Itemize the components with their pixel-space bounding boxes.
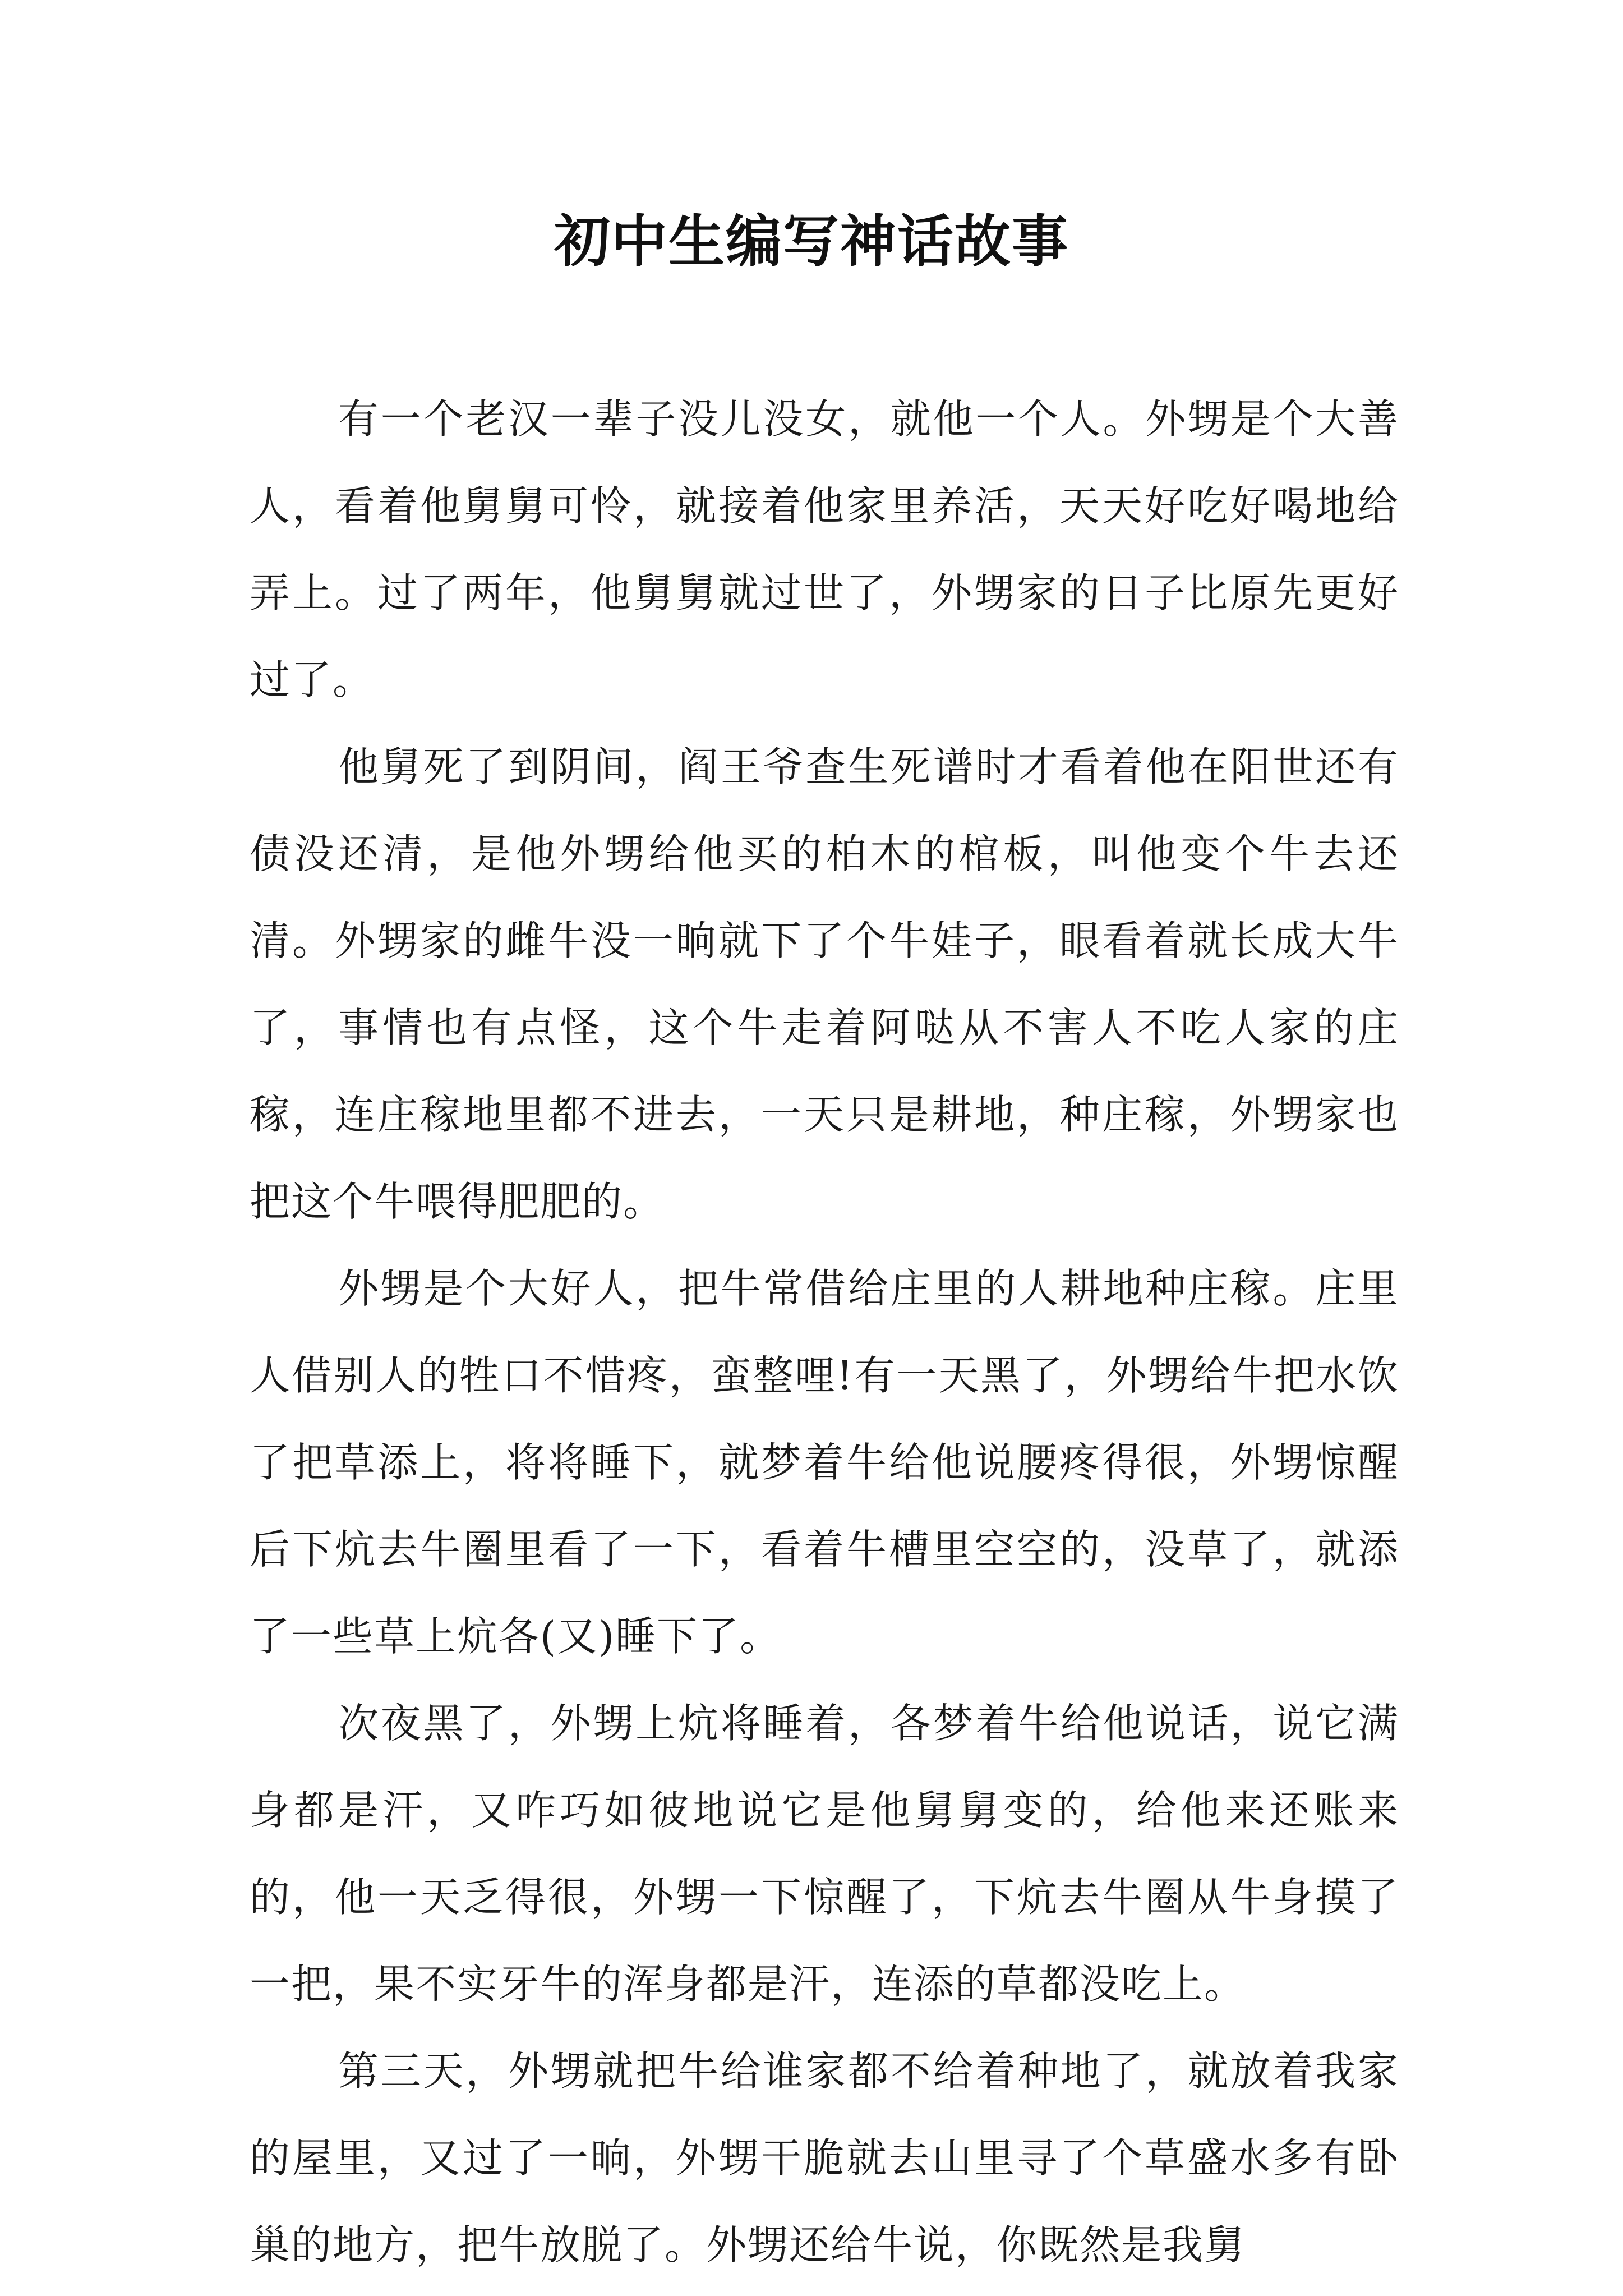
paragraph: 次夜黑了，外甥上炕将睡着，各梦着牛给他说话，说它满身都是汗，又咋巧如彼地说它是他舅舅变的，给他来还账来的，他一天乏得很，外甥一下惊醒了，下炕去牛圈从牛身摸了一把，果不实牙牛的浑身都是汗，连添的草都没吃上。 [250,1700,1399,2008]
document-body [250,376,1399,2289]
paragraph: 外甥是个大好人，把牛常借给庄里的人耕地种庄稼。庄里人借别人的牲口不惜疼，蛮整哩!有一天黑了，外甥给牛把水饮了把草添上，将将睡下，就梦着牛给他说腰疼得很，外甥惊醒后下炕去牛圈里看了一下，看着牛槽里空空的，没草了，就添了一些草上炕各(又)睡下了。 [250,1265,1399,1660]
document-title: 初中生编写神话故事 [554,208,1069,274]
paragraph: 他舅死了到阴间，阎王爷查生死谱时才看着他在阳世还有债没还清，是他外甥给他买的柏木的棺板，叫他变个牛去还清。外甥家的雌牛没一晌就下了个牛娃子，眼看着就长成大牛了，事情也有点怪，这个牛走着阿哒从不害人不吃人家的庄稼，连庄稼地里都不进去，一天只是耕地，种庄稼，外甥家也把这个牛喂得肥肥的。 [250,743,1399,1225]
paragraph: 有一个老汉一辈子没儿没女，就他一个人。外甥是个大善人，看着他舅舅可怜，就接着他家里养活，天天好吃好喝地给弄上。过了两年，他舅舅就过世了，外甥家的日子比原先更好过了。 [250,395,1399,703]
paragraph: 第三天，外甥就把牛给谁家都不给着种地了，就放着我家的屋里，又过了一晌，外甥干脆就去山里寻了个草盛水多有卧巢的地方，把牛放脱了。外甥还给牛说，你既然是我舅 [250,2047,1399,2269]
